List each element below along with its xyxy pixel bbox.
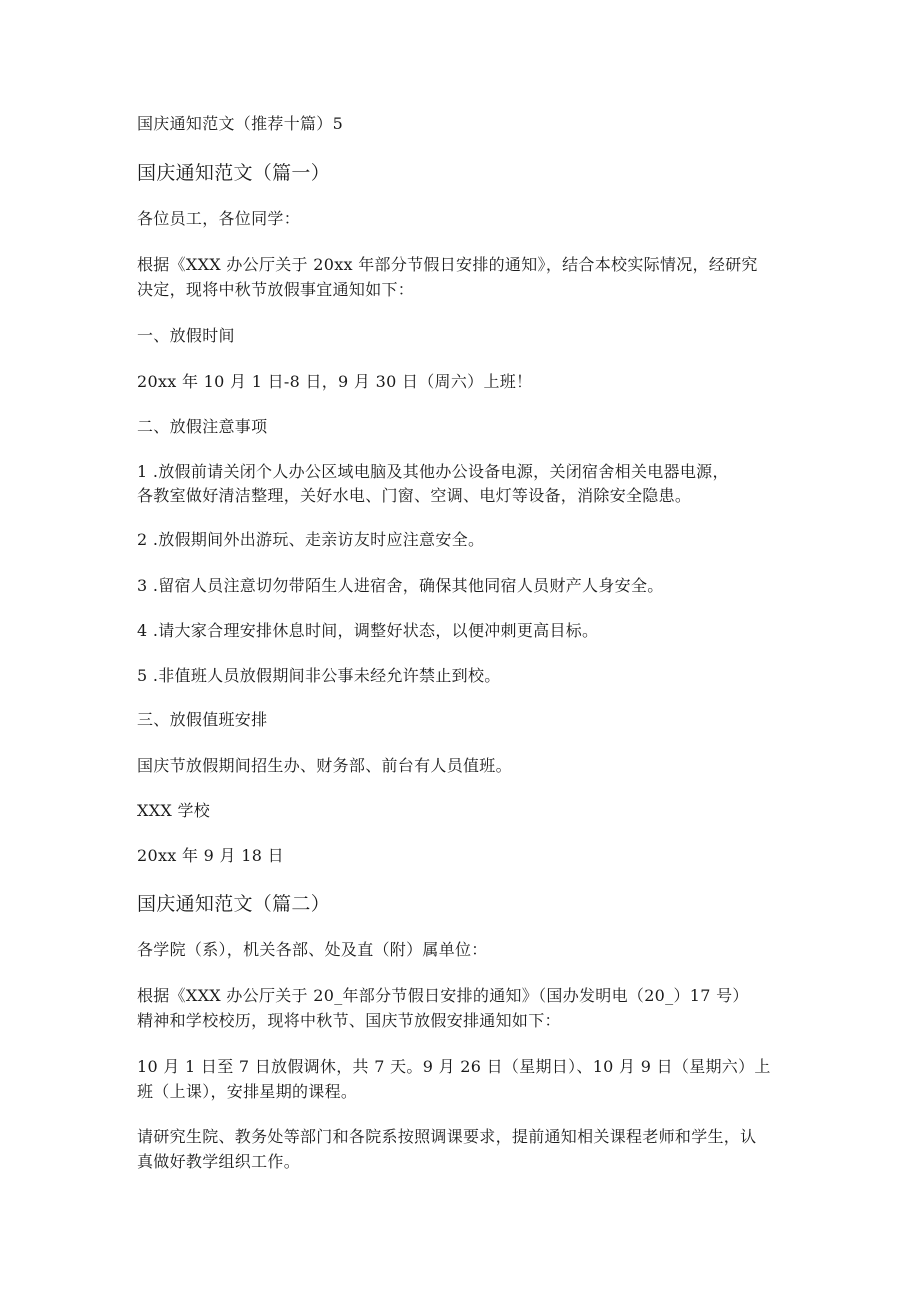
note-4: 4 .请大家合理安排休息时间，调整好状态，以便冲刺更高目标。: [137, 621, 599, 640]
heading-holiday-time: 一、放假时间: [137, 326, 235, 345]
issue-date: 20xx 年 9 月 18 日: [137, 846, 284, 865]
section2-para2-line1: 请研究生院、教务处等部门和各院系按照调课要求，提前通知相关课程老师和学生，认: [137, 1127, 757, 1146]
holiday-time-text: 20xx 年 10 月 1 日-8 日，9 月 30 日（周六）上班！: [137, 372, 533, 391]
heading-duty-arrangement: 三、放假值班安排: [137, 710, 268, 729]
section2-salutation: 各学院（系），机关各部、处及直（附）属单位：: [137, 940, 488, 959]
duty-text: 国庆节放假期间招生办、财务部、前台有人员值班。: [137, 756, 512, 775]
document-title: 国庆通知范文（推荐十篇）5: [137, 114, 344, 133]
section1-heading: 国庆通知范文（篇一）: [137, 162, 331, 184]
note-1-line2: 各教室做好清洁整理，关好水电、门窗、空调、电灯等设备，消除安全隐患。: [137, 486, 692, 505]
section2-intro-line1: 根据《XXX 办公厅关于 20_年部分节假日安排的通知》（国办发明电（20_）17 号）: [137, 986, 749, 1005]
section2-intro-line2: 精神和学校校历，现将中秋节、国庆节放假安排通知如下：: [137, 1011, 561, 1030]
signature: XXX 学校: [137, 801, 211, 820]
note-2: 2 .放假期间外出游玩、走亲访友时应注意安全。: [137, 530, 485, 549]
section2-para1-line1: 10 月 1 日至 7 日放假调休，共 7 天。9 月 26 日（星期日）、10 月 9 日（星期六）上: [137, 1057, 771, 1076]
section1-salutation: 各位员工，各位同学：: [137, 209, 301, 228]
note-1-line1: 1 .放假前请关闭个人办公区域电脑及其他办公设备电源，关闭宿舍相关电器电源，: [137, 462, 729, 481]
section2-para2-line2: 真做好教学组织工作。: [137, 1152, 301, 1171]
section2-para1-line2: 班（上课），安排星期的课程。: [137, 1082, 358, 1101]
heading-holiday-notes: 二、放假注意事项: [137, 417, 268, 436]
section1-intro-line1: 根据《XXX 办公厅关于 20xx 年部分节假日安排的通知》，结合本校实际情况，经研究: [137, 255, 758, 274]
note-3: 3 .留宿人员注意切勿带陌生人进宿舍，确保其他同宿人员财产人身安全。: [137, 576, 664, 595]
section1-intro-line2: 决定，现将中秋节放假事宜通知如下：: [137, 280, 415, 299]
note-5: 5 .非值班人员放假期间非公事未经允许禁止到校。: [137, 666, 501, 685]
section2-heading: 国庆通知范文（篇二）: [137, 893, 331, 915]
